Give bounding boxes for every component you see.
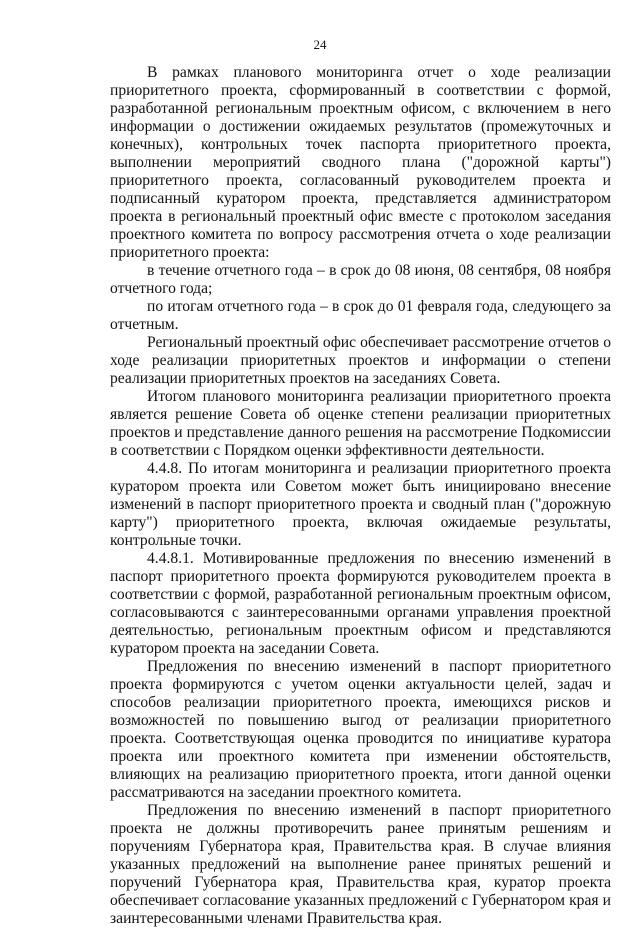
paragraph-change-proposals-approval: Предложения по внесению изменений в паспорт приоритетного проекта не должны противоречить ранее принятым решениям и поручениям Губернатора края, Правительства края. В случае влияния указанных предложений на выполнение ранее принятых решений и поручений Губернатора края, Правительства края, куратор проекта обеспечивает согласование указанных предложений с Губернатором края и заинтересованными членами Правительства края.: [110, 802, 611, 927]
document-body: [110, 64, 611, 928]
paragraph-section-4-4-8: 4.4.8. По итогам мониторинга и реализации приоритетного проекта куратором проекта или Советом может быть инициировано внесение изменений в паспорт приоритетного проекта и сводный план ("дорожную карту") приоритетного проекта, включая ожидаемые результаты, контрольные точки.: [110, 460, 611, 549]
paragraph-section-4-4-8-1: 4.4.8.1. Мотивированные предложения по внесению изменений в паспорт приоритетного проекта формируются руководителем проекта в соответствии с формой, разработанной региональным проектным офисом, согласовываются с заинтересованными органами управления проектной деятельностью, региональным проектным офисом и представляются куратором проекта на заседании Совета.: [110, 550, 611, 657]
paragraph-monitoring-report: В рамках планового мониторинга отчет о ходе реализации приоритетного проекта, сформированный в соответствии с формой, разработанной региональным проектным офисом, с включением в него информации о достижении ожидаемых результатов (промежуточных и конечных), контрольных точек паспорта приоритетного проекта, выполнении мероприятий сводного плана ("дорожной карты") приоритетного проекта, согласованный руководителем проекта и подписанный куратором проекта, представляется администратором проекта в региональный проектный офис вместе с протоколом заседания проектного комитета по вопросу рассмотрения отчета о ходе реализации приоритетного проекта:: [110, 64, 611, 261]
paragraph-reporting-deadline-year: в течение отчетного года – в срок до 08 июня, 08 сентября, 08 ноября отчетного года;: [110, 262, 611, 297]
paragraph-monitoring-result: Итогом планового мониторинга реализации приоритетного проекта является решение Совета об оценке степени реализации приоритетных проектов и представление данного решения на рассмотрение Подкомиссии в соответствии с Порядком оценки эффективности деятельности.: [110, 388, 611, 459]
paragraph-project-office-review: Региональный проектный офис обеспечивает рассмотрение отчетов о ходе реализации приоритетных проектов и информации о степени реализации приоритетных проектов на заседаниях Совета.: [110, 334, 611, 387]
page-number: 24: [313, 37, 327, 52]
paragraph-reporting-deadline-final: по итогам отчетного года – в срок до 01 февраля года, следующего за отчетным.: [110, 298, 611, 333]
paragraph-change-proposals-assessment: Предложения по внесению изменений в паспорт приоритетного проекта формируются с учетом оценки актуальности целей, задач и способов реализации приоритетного проекта, имеющихся рисков и возможностей по повышению выгод от реализации приоритетного проекта. Соответствующая оценка проводится по инициативе куратора проекта или проектного комитета при изменении обстоятельств, влияющих на реализацию приоритетного проекта, итоги данной оценки рассматриваются на заседании проектного комитета.: [110, 658, 611, 801]
